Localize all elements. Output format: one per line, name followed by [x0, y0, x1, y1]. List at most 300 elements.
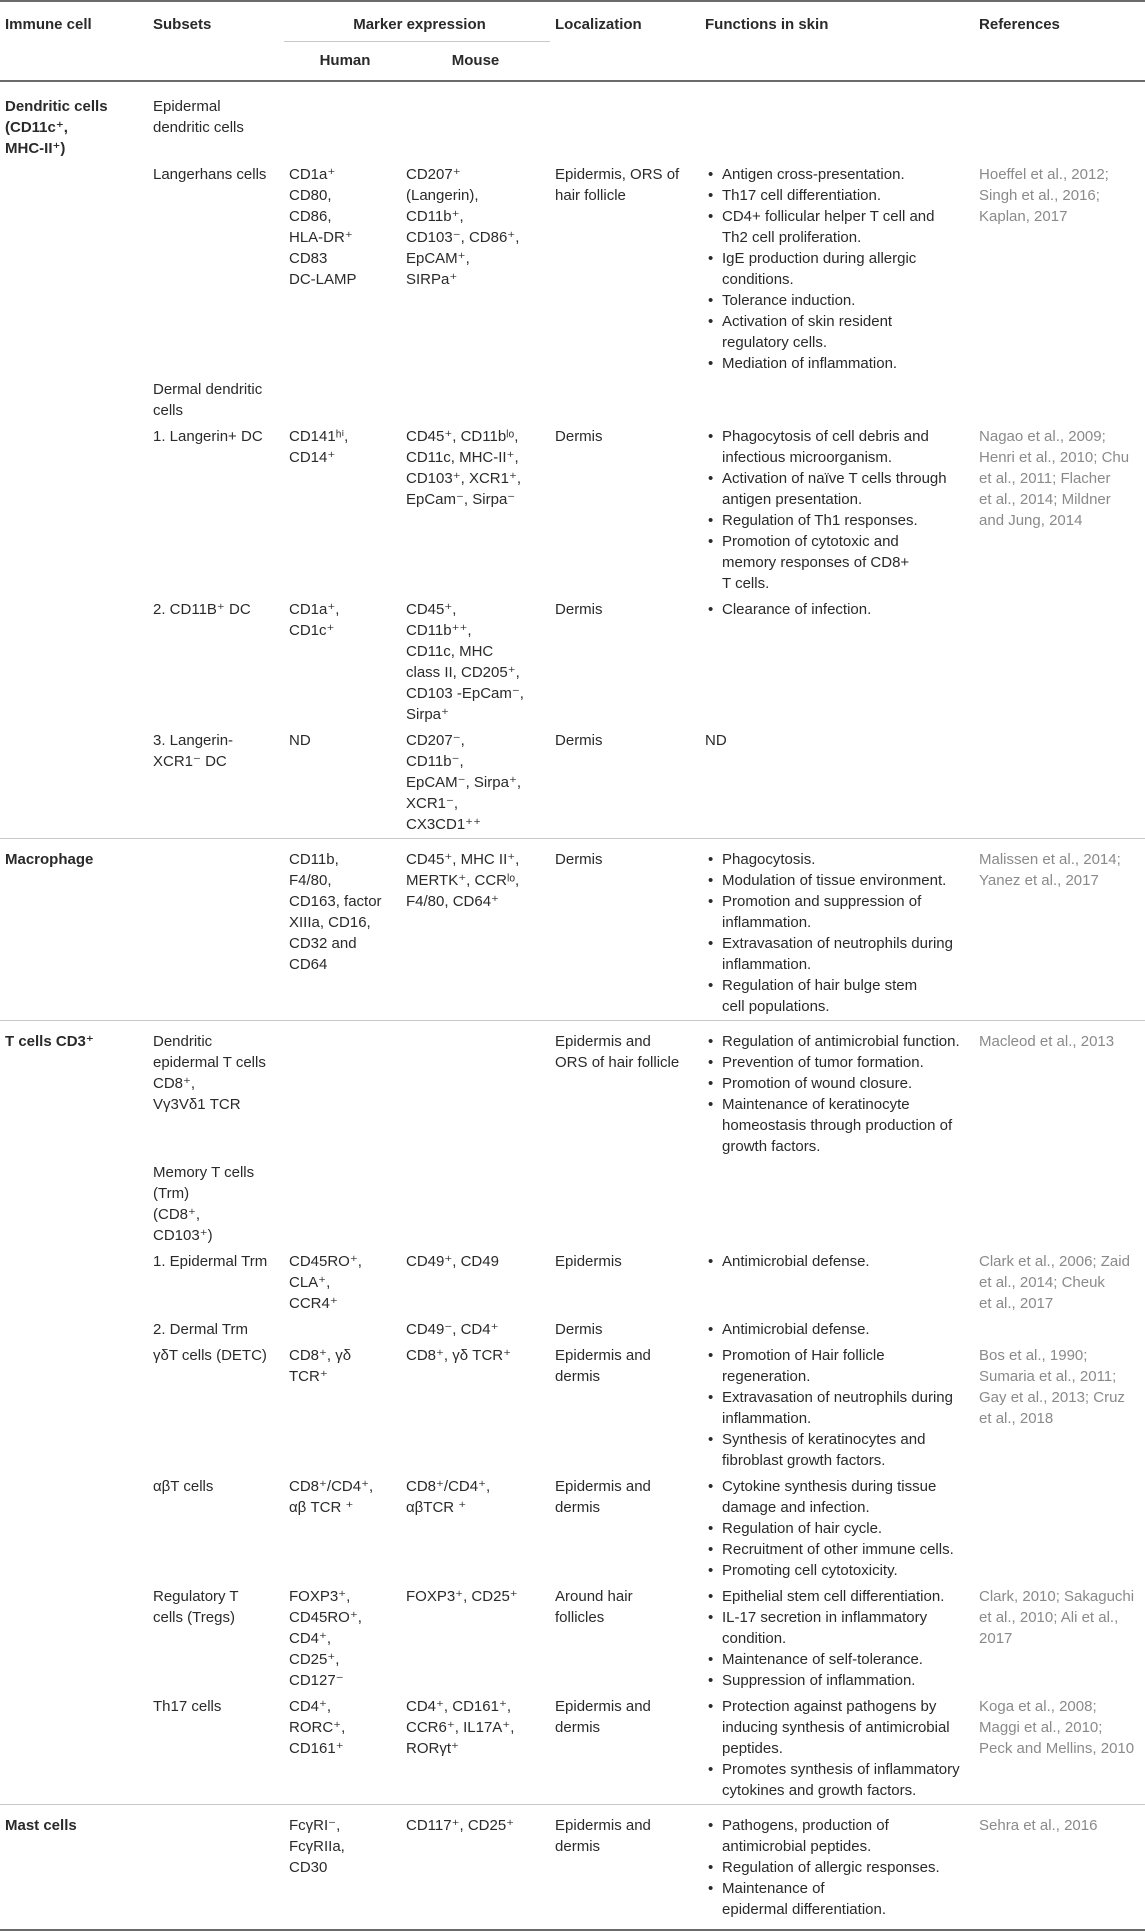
function-text: • Promotion of wound closure.: [722, 1075, 913, 1092]
functions-list: [705, 599, 974, 620]
table-row: [0, 1813, 1145, 1923]
functions-list: [705, 1815, 974, 1920]
immune-cell-cell: [0, 1343, 148, 1474]
localization-cell: [550, 1694, 700, 1805]
function-text: • Promotion of Hair follicle: [722, 1347, 885, 1364]
mouse-marker-cell: [401, 1029, 550, 1160]
function-text: • Promotes synthesis of inflammatory: [722, 1761, 960, 1778]
functions-cell: [700, 728, 974, 839]
mouse-marker-text: CCR6⁺, IL17A⁺,: [406, 1719, 515, 1736]
mouse-marker-text: EpCAM⁺,: [406, 250, 470, 267]
human-marker-text: CD25⁺,: [289, 1651, 340, 1668]
localization-text: Dermis: [555, 732, 603, 749]
mouse-marker-text: Sirpa⁺: [406, 706, 449, 723]
function-text: • Regulation of hair cycle.: [722, 1520, 883, 1537]
function-text: memory responses of CD8+: [722, 554, 910, 571]
function-item: [722, 1878, 974, 1920]
human-marker-text: CD86,: [289, 208, 332, 225]
immune-cell-cell: [0, 597, 148, 728]
function-text: • Promotion and suppression of: [722, 893, 922, 910]
reference-link: et al., 2010; Ali et al.,: [979, 1609, 1119, 1626]
functions-list: [705, 1319, 974, 1340]
subset-text: Langerhans cells: [153, 166, 267, 183]
immune-cell-cell: [0, 1029, 148, 1160]
immune-cell-cell: [0, 1584, 148, 1694]
function-item: [722, 1560, 974, 1581]
functions-cell: [700, 1813, 974, 1923]
mouse-marker-text: CD11c, MHC-II⁺,: [406, 449, 519, 466]
immune-cell-cell: [0, 1694, 148, 1805]
human-marker-text: CD30: [289, 1859, 328, 1876]
table-row: [0, 1160, 1145, 1249]
table-row: [0, 377, 1145, 424]
function-text: T cells.: [722, 575, 770, 592]
subset-cell: [148, 847, 284, 1021]
table-row: [0, 1584, 1145, 1694]
references-cell: [974, 162, 1145, 377]
human-marker-text: FcγRI⁻,: [289, 1817, 341, 1834]
function-text: • Maintenance of: [722, 1880, 825, 1897]
immune-cell-text: MHC-II⁺): [5, 140, 66, 157]
functions-list: [705, 1345, 974, 1471]
mouse-marker-text: CD103⁻, CD86⁺,: [406, 229, 520, 246]
human-marker-cell: [284, 1343, 401, 1474]
function-text: epidermal differentiation.: [722, 1901, 887, 1918]
subset-cell: [148, 1317, 284, 1343]
subset-cell: [148, 1474, 284, 1584]
mouse-marker-cell: [401, 1584, 550, 1694]
immune-cell-cell: [0, 1813, 148, 1923]
subset-text: Epidermal: [153, 98, 221, 115]
references-cell: [974, 1343, 1145, 1474]
function-item: [722, 1073, 974, 1094]
reference-link: Henri et al., 2010; Chu: [979, 449, 1130, 466]
subset-cell: [148, 728, 284, 839]
reference-link: and Jung, 2014: [979, 512, 1083, 529]
mouse-marker-text: SIRPa⁺: [406, 271, 458, 288]
function-text: • Extravasation of neutrophils during: [722, 935, 953, 952]
subset-cell: [148, 94, 284, 162]
localization-cell: [550, 728, 700, 839]
human-marker-text: CCR4⁺: [289, 1295, 338, 1312]
functions-cell: [700, 94, 974, 162]
human-marker-text: HLA-DR⁺: [289, 229, 353, 246]
human-marker-cell: [284, 377, 401, 424]
localization-cell: [550, 597, 700, 728]
subset-text: Dendritic: [153, 1033, 213, 1050]
function-item: [722, 1607, 974, 1649]
human-marker-text: CD127⁻: [289, 1672, 344, 1689]
mouse-marker-text: CD207⁻,: [406, 732, 465, 749]
header-marker-expression: Marker expression: [284, 1, 550, 42]
reference-link: Clark, 2010; Sakaguchi: [979, 1588, 1135, 1605]
function-item: [722, 426, 974, 468]
functions-list: [705, 164, 974, 374]
localization-text: Dermis: [555, 851, 603, 868]
function-text: • Modulation of tissue environment.: [722, 872, 947, 889]
functions-cell: [700, 1694, 974, 1805]
human-marker-text: CD83: [289, 250, 328, 267]
mouse-marker-cell: [401, 94, 550, 162]
mouse-marker-cell: [401, 1694, 550, 1805]
references-cell: [974, 1813, 1145, 1923]
mouse-marker-cell: [401, 847, 550, 1021]
human-marker-cell: [284, 847, 401, 1021]
table-row: [0, 1029, 1145, 1160]
subset-text: dendritic cells: [153, 119, 244, 136]
table-row: [0, 597, 1145, 728]
mouse-marker-text: CD103 -EpCam⁻,: [406, 685, 524, 702]
references-cell: [974, 1694, 1145, 1805]
function-text: regulatory cells.: [722, 334, 828, 351]
reference-link: Sehra et al., 2016: [979, 1817, 1098, 1834]
subset-cell: [148, 1813, 284, 1923]
localization-text: dermis: [555, 1368, 601, 1385]
human-marker-cell: [284, 424, 401, 597]
functions-cell: [700, 597, 974, 728]
immune-cell-cell: [0, 1317, 148, 1343]
mouse-marker-text: CD8⁺, γδ TCR⁺: [406, 1347, 512, 1364]
subset-cell: [148, 1249, 284, 1317]
immune-cell-text: Mast cells: [5, 1817, 77, 1834]
subset-text: Vγ3Vδ1 TCR: [153, 1096, 241, 1113]
localization-text: Around hair: [555, 1588, 633, 1605]
reference-link: et al., 2014; Cheuk: [979, 1274, 1105, 1291]
subset-text: 3. Langerin-: [153, 732, 234, 749]
human-marker-text: CD8⁺/CD4⁺,: [289, 1478, 374, 1495]
immune-cell-text: Macrophage: [5, 851, 94, 868]
references-cell: [974, 847, 1145, 1021]
human-marker-text: CD1a⁺: [289, 166, 336, 183]
human-marker-text: DC-LAMP: [289, 271, 357, 288]
reference-link: Gay et al., 2013; Cruz: [979, 1389, 1125, 1406]
reference-link: Peck and Mellins, 2010: [979, 1740, 1135, 1757]
localization-cell: [550, 1584, 700, 1694]
function-text: • IL-17 secretion in inflammatory: [722, 1609, 928, 1626]
human-marker-text: CD161⁺: [289, 1740, 344, 1757]
mouse-marker-cell: [401, 424, 550, 597]
function-text: • Protection against pathogens by: [722, 1698, 937, 1715]
function-item: [722, 1052, 974, 1073]
function-text: • Suppression of inflammation.: [722, 1672, 916, 1689]
localization-text: dermis: [555, 1719, 601, 1736]
mouse-marker-text: CD49⁻, CD4⁺: [406, 1321, 499, 1338]
reference-link: Macleod et al., 2013: [979, 1033, 1115, 1050]
human-marker-cell: [284, 94, 401, 162]
mouse-marker-text: CX3CD1⁺⁺: [406, 816, 482, 833]
function-item: [722, 1759, 974, 1801]
function-item: [722, 1539, 974, 1560]
references-cell: [974, 1029, 1145, 1160]
reference-link: Koga et al., 2008;: [979, 1698, 1097, 1715]
localization-text: Epidermis: [555, 1253, 622, 1270]
human-marker-text: CD8⁺, γδ: [289, 1347, 352, 1364]
table-row: [0, 728, 1145, 839]
function-text: growth factors.: [722, 1138, 821, 1155]
mouse-marker-cell: [401, 1249, 550, 1317]
human-marker-cell: [284, 1029, 401, 1160]
localization-cell: [550, 1317, 700, 1343]
function-text: • Promoting cell cytotoxicity.: [722, 1562, 898, 1579]
functions-cell: [700, 1474, 974, 1584]
immune-cell-cell: [0, 847, 148, 1021]
functions-cell: [700, 1160, 974, 1249]
mouse-marker-text: class II, CD205⁺,: [406, 664, 520, 681]
localization-text: Epidermis and: [555, 1033, 651, 1050]
subset-text: Memory T cells: [153, 1164, 255, 1181]
function-item: [722, 1586, 974, 1607]
subset-cell: [148, 597, 284, 728]
header-subsets: Subsets: [153, 16, 212, 33]
function-text: • Maintenance of self-tolerance.: [722, 1651, 923, 1668]
subset-text: cells: [153, 402, 184, 419]
function-text: • Mediation of inflammation.: [722, 355, 898, 372]
function-text: • Extravasation of neutrophils during: [722, 1389, 953, 1406]
function-text: • Regulation of hair bulge stem: [722, 977, 918, 994]
function-text: Th2 cell proliferation.: [722, 229, 862, 246]
subset-text: Regulatory T: [153, 1588, 239, 1605]
function-text: conditions.: [722, 271, 794, 288]
function-text: • Th17 cell differentiation.: [722, 187, 882, 204]
function-item: [722, 311, 974, 353]
function-item: [722, 1319, 974, 1340]
localization-cell: [550, 1474, 700, 1584]
function-text: inflammation.: [722, 956, 812, 973]
function-item: [722, 599, 974, 620]
human-marker-text: XIIIa, CD16,: [289, 914, 371, 931]
references-cell: [974, 1474, 1145, 1584]
human-marker-text: CD4⁺,: [289, 1698, 332, 1715]
mouse-marker-cell: [401, 1160, 550, 1249]
subset-text: 2. CD11B⁺ DC: [153, 601, 251, 618]
reference-link: Bos et al., 1990;: [979, 1347, 1088, 1364]
table-row: [0, 424, 1145, 597]
mouse-marker-text: (Langerin),: [406, 187, 479, 204]
function-item: [722, 1476, 974, 1518]
reference-link: Malissen et al., 2014;: [979, 851, 1121, 868]
table-row: [0, 1343, 1145, 1474]
function-text: • Clearance of infection.: [722, 601, 872, 618]
immune-cell-cell: [0, 728, 148, 839]
function-item: [722, 290, 974, 311]
subset-text: 1. Langerin+ DC: [153, 428, 263, 445]
function-item: [722, 353, 974, 374]
mouse-marker-text: CD207⁺: [406, 166, 461, 183]
localization-text: hair follicle: [555, 187, 626, 204]
mouse-marker-text: MERTK⁺, CCRˡᵒ,: [406, 872, 520, 889]
localization-text: follicles: [555, 1609, 605, 1626]
mouse-marker-text: CD49⁺, CD49: [406, 1253, 499, 1270]
header-human: Human: [319, 52, 371, 69]
human-marker-text: CD163, factor: [289, 893, 382, 910]
function-item: [722, 468, 974, 510]
references-cell: [974, 597, 1145, 728]
function-item: [722, 1345, 974, 1387]
function-text: • Activation of skin resident: [722, 313, 893, 330]
subset-text: (Trm): [153, 1185, 190, 1202]
subset-cell: [148, 1029, 284, 1160]
localization-cell: [550, 424, 700, 597]
mouse-marker-text: EpCAM⁻, Sirpa⁺,: [406, 774, 522, 791]
human-marker-text: αβ TCR ⁺: [289, 1499, 354, 1516]
human-marker-cell: [284, 1474, 401, 1584]
reference-link: et al., 2011; Flacher: [979, 470, 1111, 487]
mouse-marker-text: CD4⁺, CD161⁺,: [406, 1698, 512, 1715]
human-marker-text: CD64: [289, 956, 328, 973]
subset-text: Th17 cells: [153, 1698, 222, 1715]
function-text: infectious microorganism.: [722, 449, 893, 466]
mouse-marker-cell: [401, 597, 550, 728]
function-item: [722, 531, 974, 594]
reference-link: Yanez et al., 2017: [979, 872, 1099, 889]
subset-cell: [148, 424, 284, 597]
functions-list: [705, 1031, 974, 1157]
localization-text: Epidermis, ORS of: [555, 166, 680, 183]
human-marker-text: FcγRIIa,: [289, 1838, 345, 1855]
localization-text: Dermis: [555, 601, 603, 618]
function-text: homeostasis through production of: [722, 1117, 953, 1134]
functions-list: [705, 426, 974, 594]
reference-link: Singh et al., 2016;: [979, 187, 1100, 204]
localization-cell: [550, 1343, 700, 1474]
function-item: [722, 1429, 974, 1471]
localization-text: dermis: [555, 1838, 601, 1855]
subset-text: epidermal T cells: [153, 1054, 266, 1071]
function-text: regeneration.: [722, 1368, 811, 1385]
function-text: • IgE production during allergic: [722, 250, 917, 267]
human-marker-text: F4/80,: [289, 872, 332, 889]
functions-cell: [700, 847, 974, 1021]
mouse-marker-cell: [401, 1343, 550, 1474]
human-marker-cell: [284, 728, 401, 839]
references-cell: [974, 377, 1145, 424]
localization-text: dermis: [555, 1499, 601, 1516]
human-marker-text: CLA⁺,: [289, 1274, 331, 1291]
function-text: • Regulation of allergic responses.: [722, 1859, 940, 1876]
mouse-marker-text: CD11c, MHC: [406, 643, 494, 660]
immune-cell-cell: [0, 377, 148, 424]
mouse-marker-text: CD45⁺,: [406, 601, 457, 618]
mouse-marker-text: CD11b⁻,: [406, 753, 464, 770]
reference-link: Sumaria et al., 2011;: [979, 1368, 1117, 1385]
human-marker-cell: [284, 1317, 401, 1343]
references-cell: [974, 1249, 1145, 1317]
references-cell: [974, 728, 1145, 839]
reference-link: Hoeffel et al., 2012;: [979, 166, 1109, 183]
human-marker-text: CD11b,: [289, 851, 339, 868]
function-text: cell populations.: [722, 998, 830, 1015]
function-item: [722, 248, 974, 290]
human-marker-text: RORC⁺,: [289, 1719, 346, 1736]
mouse-marker-text: αβTCR ⁺: [406, 1499, 467, 1516]
mouse-marker-text: CD103⁺, XCR1⁺,: [406, 470, 522, 487]
function-text: • Tolerance induction.: [722, 292, 856, 309]
subset-text: (CD8⁺,: [153, 1206, 201, 1223]
function-item: [722, 1031, 974, 1052]
mouse-marker-text: F4/80, CD64⁺: [406, 893, 499, 910]
function-text: • Synthesis of keratinocytes and: [722, 1431, 926, 1448]
function-text: cytokines and growth factors.: [722, 1782, 917, 1799]
functions-list: [705, 1251, 974, 1272]
subset-cell: [148, 1694, 284, 1805]
mouse-marker-text: RORγt⁺: [406, 1740, 459, 1757]
function-text: • Phagocytosis of cell debris and: [722, 428, 929, 445]
mouse-marker-text: CD8⁺/CD4⁺,: [406, 1478, 491, 1495]
function-item: [722, 870, 974, 891]
mouse-marker-text: CD11b⁺,: [406, 208, 464, 225]
immune-cell-text: T cells CD3⁺: [5, 1033, 94, 1050]
function-text: • Regulation of antimicrobial function.: [722, 1033, 960, 1050]
function-item: [722, 933, 974, 975]
header-mouse: Mouse: [451, 52, 500, 69]
function-item: [722, 891, 974, 933]
table-row: [0, 1317, 1145, 1343]
subset-cell: [148, 377, 284, 424]
localization-cell: [550, 1029, 700, 1160]
table-body: [0, 81, 1145, 1930]
function-text: peptides.: [722, 1740, 783, 1757]
function-text: condition.: [722, 1630, 787, 1647]
references-cell: [974, 94, 1145, 162]
localization-text: ORS of hair follicle: [555, 1054, 680, 1071]
human-marker-text: CD14⁺: [289, 449, 336, 466]
localization-cell: [550, 847, 700, 1021]
human-marker-cell: [284, 1249, 401, 1317]
header-immune-cell: Immune cell: [5, 16, 92, 33]
function-text: • Cytokine synthesis during tissue: [722, 1478, 937, 1495]
references-cell: [974, 1160, 1145, 1249]
function-item: [722, 975, 974, 1017]
references-cell: [974, 1584, 1145, 1694]
reference-link: et al., 2014; Mildner: [979, 491, 1111, 508]
functions-list: [705, 1696, 974, 1801]
mouse-marker-text: XCR1⁻,: [406, 795, 459, 812]
human-marker-cell: [284, 1584, 401, 1694]
mouse-marker-text: FOXP3⁺, CD25⁺: [406, 1588, 518, 1605]
subset-cell: [148, 162, 284, 377]
reference-link: et al., 2017: [979, 1295, 1054, 1312]
localization-cell: [550, 1249, 700, 1317]
immune-cell-text: (CD11c⁺,: [5, 119, 68, 136]
subset-text: CD103⁺): [153, 1227, 213, 1244]
immune-cell-cell: [0, 1249, 148, 1317]
reference-link: et al., 2018: [979, 1410, 1054, 1427]
function-text: • Recruitment of other immune cells.: [722, 1541, 954, 1558]
reference-link: Clark et al., 2006; Zaid: [979, 1253, 1130, 1270]
localization-cell: [550, 377, 700, 424]
reference-link: Nagao et al., 2009;: [979, 428, 1106, 445]
reference-link: Maggi et al., 2010;: [979, 1719, 1103, 1736]
mouse-marker-text: CD11b⁺⁺,: [406, 622, 472, 639]
localization-text: Epidermis and: [555, 1478, 651, 1495]
references-cell: [974, 424, 1145, 597]
immune-cell-cell: [0, 94, 148, 162]
header-references: References: [979, 16, 1060, 33]
function-item: [722, 510, 974, 531]
localization-text: Epidermis and: [555, 1347, 651, 1364]
reference-link: Kaplan, 2017: [979, 208, 1068, 225]
localization-cell: [550, 1160, 700, 1249]
table-row: [0, 1474, 1145, 1584]
function-item: [722, 164, 974, 185]
mouse-marker-text: CD117⁺, CD25⁺: [406, 1817, 515, 1834]
localization-text: Epidermis and: [555, 1698, 651, 1715]
functions-cell: [700, 1249, 974, 1317]
human-marker-cell: [284, 162, 401, 377]
header-functions: Functions in skin: [705, 16, 829, 33]
human-marker-text: CD45RO⁺,: [289, 1609, 362, 1626]
function-text: antigen presentation.: [722, 491, 863, 508]
